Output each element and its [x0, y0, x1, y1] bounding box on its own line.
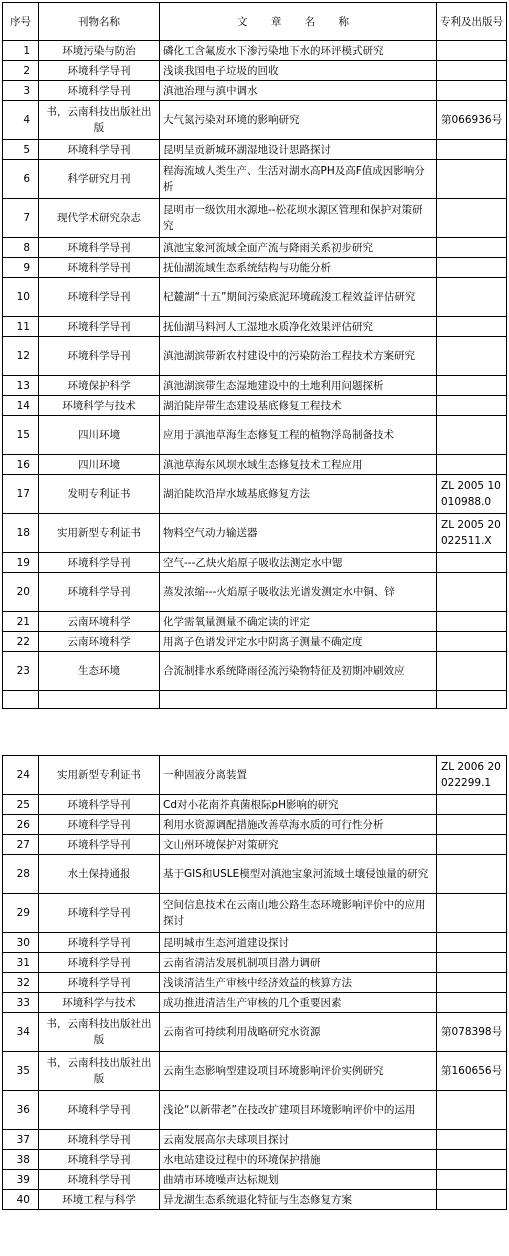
- serial-number-cell: 39: [3, 1170, 39, 1190]
- serial-number-cell: 11: [3, 317, 39, 337]
- table-row: [3, 632, 507, 652]
- journal-name-cell: 生态环境: [39, 652, 160, 691]
- patent-number-cell: [437, 855, 507, 894]
- patent-number-cell: [437, 317, 507, 337]
- serial-number-cell: 24: [3, 756, 39, 795]
- patent-number-cell: [437, 553, 507, 573]
- table-row: [3, 278, 507, 317]
- article-title-cell: Cd对小花南芥真菌根际pH影响的研究: [160, 795, 437, 815]
- patent-number-cell: [437, 815, 507, 835]
- patent-number-cell: [437, 953, 507, 973]
- article-title-cell: 滇池治理与滇中调水: [160, 81, 437, 101]
- patent-number-cell: [437, 238, 507, 258]
- article-title-cell: 抚仙湖流域生态系统结构与功能分析: [160, 258, 437, 278]
- article-title-cell: 合流制排水系统降雨径流污染物特征及初期冲刷效应: [160, 652, 437, 691]
- article-title-cell: 滇池宝象河流域全面产流与降雨关系初步研究: [160, 238, 437, 258]
- journal-name-cell: 云南环境科学: [39, 612, 160, 632]
- serial-number-cell: 27: [3, 835, 39, 855]
- patent-number-cell: [437, 416, 507, 455]
- patent-number-cell: [437, 652, 507, 691]
- serial-number-cell: 30: [3, 933, 39, 953]
- serial-number-cell: 33: [3, 993, 39, 1013]
- serial-number-cell: 28: [3, 855, 39, 894]
- table-row: [3, 140, 507, 160]
- patent-number-cell: [437, 337, 507, 376]
- journal-name-cell: 环境科学导刊: [39, 81, 160, 101]
- patent-number-cell: [437, 61, 507, 81]
- article-title-cell: 昆明市一级饮用水源地--松花坝水源区管理和保护对策研究: [160, 199, 437, 238]
- table-row: [3, 81, 507, 101]
- table-row: [3, 953, 507, 973]
- journal-name-cell: 环境科学导刊: [39, 140, 160, 160]
- table-row: [3, 652, 507, 691]
- blank-cell: [39, 691, 160, 709]
- journal-name-cell: 实用新型专利证书: [39, 514, 160, 553]
- journal-name-cell: 环境科学导刊: [39, 1170, 160, 1190]
- patent-number-cell: [437, 1150, 507, 1170]
- journal-name-cell: 环境科学与技术: [39, 396, 160, 416]
- journal-name-cell: 四川环境: [39, 455, 160, 475]
- journal-name-cell: 环境科学导刊: [39, 317, 160, 337]
- patent-number-cell: [437, 396, 507, 416]
- table-row: [3, 514, 507, 553]
- serial-number-cell: 10: [3, 278, 39, 317]
- table-row: [3, 238, 507, 258]
- article-title-cell: 磷化工含氟废水下渗污染地下水的环评模式研究: [160, 41, 437, 61]
- patent-number-cell: [437, 835, 507, 855]
- publication-table-part2: [2, 755, 507, 1210]
- table-row: [3, 337, 507, 376]
- article-title-cell: 应用于滇池草海生态修复工程的植物浮岛制备技术: [160, 416, 437, 455]
- table-row: [3, 1170, 507, 1190]
- serial-number-cell: 13: [3, 376, 39, 396]
- patent-number-cell: [437, 573, 507, 612]
- serial-number-cell: 6: [3, 160, 39, 199]
- article-title-cell: 云南发展高尔夫球项目探讨: [160, 1130, 437, 1150]
- table-row: [3, 258, 507, 278]
- patent-number-cell: [437, 632, 507, 652]
- article-title-cell: 文山州环境保护对策研究: [160, 835, 437, 855]
- journal-name-cell: 环境科学导刊: [39, 61, 160, 81]
- blank-cell: [3, 691, 39, 709]
- serial-number-cell: 4: [3, 101, 39, 140]
- article-title-cell: 云南省清洁发展机制项目潜力调研: [160, 953, 437, 973]
- table-header-row: [3, 3, 507, 41]
- serial-number-cell: 19: [3, 553, 39, 573]
- header-patent-number: 专利及出版号: [437, 3, 507, 41]
- journal-name-cell: 实用新型专利证书: [39, 756, 160, 795]
- journal-name-cell: 书，云南科技出版社出版: [39, 1013, 160, 1052]
- article-title-cell: 云南省可持续利用战略研究水资源: [160, 1013, 437, 1052]
- article-title-cell: 基于GIS和USLE模型对滇池宝象河流域土壤侵蚀量的研究: [160, 855, 437, 894]
- serial-number-cell: 31: [3, 953, 39, 973]
- journal-name-cell: 环境工程与科学: [39, 1190, 160, 1210]
- table-row: [3, 1052, 507, 1091]
- publication-table-part1: [2, 2, 507, 709]
- blank-cell: [160, 691, 437, 709]
- table-row: [3, 993, 507, 1013]
- patent-number-cell: [437, 973, 507, 993]
- serial-number-cell: 5: [3, 140, 39, 160]
- article-title-cell: 大气氮污染对环境的影响研究: [160, 101, 437, 140]
- patent-number-cell: 第160656号: [437, 1052, 507, 1091]
- serial-number-cell: 7: [3, 199, 39, 238]
- serial-number-cell: 3: [3, 81, 39, 101]
- journal-name-cell: 环境科学导刊: [39, 933, 160, 953]
- table-row: [3, 573, 507, 612]
- article-title-cell: 浅谈我国电子垃圾的回收: [160, 61, 437, 81]
- serial-number-cell: 37: [3, 1130, 39, 1150]
- article-title-cell: 空气---乙炔火焰原子吸收法测定水中锶: [160, 553, 437, 573]
- journal-name-cell: 书，云南科技出版社出版: [39, 101, 160, 140]
- table-row: [3, 1013, 507, 1052]
- article-title-cell: 杞麓湖“十五”期间污染底泥环境疏浚工程效益评估研究: [160, 278, 437, 317]
- table-row: [3, 756, 507, 795]
- article-title-cell: 利用水资源调配措施改善草海水质的可行性分析: [160, 815, 437, 835]
- blank-cell: [437, 691, 507, 709]
- table-row: [3, 396, 507, 416]
- journal-name-cell: 云南环境科学: [39, 632, 160, 652]
- patent-number-cell: [437, 993, 507, 1013]
- article-title-cell: 云南生态影响型建设项目环境影响评价实例研究: [160, 1052, 437, 1091]
- patent-number-cell: [437, 140, 507, 160]
- serial-number-cell: 36: [3, 1091, 39, 1130]
- serial-number-cell: 14: [3, 396, 39, 416]
- header-journal-name: 刊物名称: [39, 3, 160, 41]
- article-title-cell: 蒸发浓缩---火焰原子吸收法光谱发测定水中铜、锌: [160, 573, 437, 612]
- journal-name-cell: 环境保护科学: [39, 376, 160, 396]
- journal-name-cell: 科学研究月刊: [39, 160, 160, 199]
- patent-number-cell: 第078398号: [437, 1013, 507, 1052]
- header-article-title: 文 章 名 称: [160, 3, 437, 41]
- article-title-cell: 化学需氧量测量不确定读的评定: [160, 612, 437, 632]
- patent-number-cell: [437, 894, 507, 933]
- table-row: [3, 376, 507, 396]
- table-row: [3, 61, 507, 81]
- article-title-cell: 程海流域人类生产、生活对湖水高PH及高F值成因影响分析: [160, 160, 437, 199]
- serial-number-cell: 34: [3, 1013, 39, 1052]
- serial-number-cell: 26: [3, 815, 39, 835]
- article-title-cell: 昆明城市生态河道建设探讨: [160, 933, 437, 953]
- patent-number-cell: ZL 2006 20022299.1: [437, 756, 507, 795]
- article-title-cell: 物料空气动力输送器: [160, 514, 437, 553]
- patent-number-cell: [437, 258, 507, 278]
- table-row: [3, 317, 507, 337]
- serial-number-cell: 25: [3, 795, 39, 815]
- patent-number-cell: [437, 81, 507, 101]
- patent-number-cell: [437, 1130, 507, 1150]
- patent-number-cell: [437, 376, 507, 396]
- journal-name-cell: 环境科学导刊: [39, 258, 160, 278]
- serial-number-cell: 35: [3, 1052, 39, 1091]
- serial-number-cell: 22: [3, 632, 39, 652]
- serial-number-cell: 16: [3, 455, 39, 475]
- patent-number-cell: [437, 795, 507, 815]
- article-title-cell: 滇池湖滨带新农村建设中的污染防治工程技术方案研究: [160, 337, 437, 376]
- patent-number-cell: [437, 278, 507, 317]
- journal-name-cell: 发明专利证书: [39, 475, 160, 514]
- table-row: [3, 973, 507, 993]
- serial-number-cell: 38: [3, 1150, 39, 1170]
- patent-number-cell: ZL 2005 20022511.X: [437, 514, 507, 553]
- table-row: [3, 612, 507, 632]
- table-row: [3, 101, 507, 140]
- article-title-cell: 昆明呈贡新城环湖湿地设计思路探讨: [160, 140, 437, 160]
- journal-name-cell: 环境污染与防治: [39, 41, 160, 61]
- table-row: [3, 199, 507, 238]
- table-row: [3, 933, 507, 953]
- journal-name-cell: 环境科学导刊: [39, 835, 160, 855]
- article-title-cell: 抚仙湖马料河人工湿地水质净化效果评估研究: [160, 317, 437, 337]
- article-title-cell: 用离子色谱发评定水中阴离子测量不确定度: [160, 632, 437, 652]
- table-row: [3, 835, 507, 855]
- article-title-cell: 成功推进清洁生产审核的几个重要因素: [160, 993, 437, 1013]
- journal-name-cell: 环境科学导刊: [39, 1150, 160, 1170]
- patent-number-cell: [437, 1190, 507, 1210]
- table-row: [3, 455, 507, 475]
- table-row: [3, 160, 507, 199]
- journal-name-cell: 水土保持通报: [39, 855, 160, 894]
- journal-name-cell: 环境科学导刊: [39, 795, 160, 815]
- article-title-cell: 水电站建设过程中的环境保护措施: [160, 1150, 437, 1170]
- serial-number-cell: 18: [3, 514, 39, 553]
- article-title-cell: 曲靖市环境噪声达标规划: [160, 1170, 437, 1190]
- serial-number-cell: 29: [3, 894, 39, 933]
- serial-number-cell: 21: [3, 612, 39, 632]
- journal-name-cell: 四川环境: [39, 416, 160, 455]
- table-row: [3, 815, 507, 835]
- table-row: [3, 553, 507, 573]
- journal-name-cell: 书，云南科技出版社出版: [39, 1052, 160, 1091]
- patent-number-cell: [437, 612, 507, 632]
- patent-number-cell: 第066936号: [437, 101, 507, 140]
- serial-number-cell: 17: [3, 475, 39, 514]
- patent-number-cell: [437, 933, 507, 953]
- journal-name-cell: 现代学术研究杂志: [39, 199, 160, 238]
- patent-number-cell: [437, 455, 507, 475]
- serial-number-cell: 15: [3, 416, 39, 455]
- journal-name-cell: 环境科学导刊: [39, 953, 160, 973]
- serial-number-cell: 1: [3, 41, 39, 61]
- patent-number-cell: ZL 2005 10010988.0: [437, 475, 507, 514]
- patent-number-cell: [437, 160, 507, 199]
- patent-number-cell: [437, 1091, 507, 1130]
- table-row: [3, 894, 507, 933]
- journal-name-cell: 环境科学导刊: [39, 1091, 160, 1130]
- table-row: [3, 795, 507, 815]
- journal-name-cell: 环境科学导刊: [39, 238, 160, 258]
- header-serial-number: 序号: [3, 3, 39, 41]
- journal-name-cell: 环境科学导刊: [39, 815, 160, 835]
- article-title-cell: 空间信息技术在云南山地公路生态环境影响评价中的应用探讨: [160, 894, 437, 933]
- article-title-cell: 滇池草海东风坝水域生态修复技术工程应用: [160, 455, 437, 475]
- article-title-cell: 湖泊陡岸带生态建设基底修复工程技术: [160, 396, 437, 416]
- journal-name-cell: 环境科学导刊: [39, 278, 160, 317]
- serial-number-cell: 23: [3, 652, 39, 691]
- article-title-cell: 浅论“以新带老”在技改扩建项目环境影响评价中的运用: [160, 1091, 437, 1130]
- serial-number-cell: 20: [3, 573, 39, 612]
- article-title-cell: 湖泊陡坎沿岸水域基底修复方法: [160, 475, 437, 514]
- journal-name-cell: 环境科学导刊: [39, 337, 160, 376]
- journal-name-cell: 环境科学导刊: [39, 973, 160, 993]
- table-row-blank: [3, 691, 507, 709]
- table-row: [3, 855, 507, 894]
- serial-number-cell: 2: [3, 61, 39, 81]
- table-row: [3, 416, 507, 455]
- serial-number-cell: 32: [3, 973, 39, 993]
- table-row: [3, 1150, 507, 1170]
- table-row: [3, 1091, 507, 1130]
- patent-number-cell: [437, 199, 507, 238]
- article-title-cell: 异龙湖生态系统退化特征与生态修复方案: [160, 1190, 437, 1210]
- serial-number-cell: 9: [3, 258, 39, 278]
- patent-number-cell: [437, 1170, 507, 1190]
- article-title-cell: 浅谈清洁生产审核中经济效益的核算方法: [160, 973, 437, 993]
- journal-name-cell: 环境科学导刊: [39, 573, 160, 612]
- table-row: [3, 1190, 507, 1210]
- patent-number-cell: [437, 41, 507, 61]
- serial-number-cell: 8: [3, 238, 39, 258]
- journal-name-cell: 环境科学与技术: [39, 993, 160, 1013]
- article-title-cell: 一种固液分离装置: [160, 756, 437, 795]
- journal-name-cell: 环境科学导刊: [39, 1130, 160, 1150]
- journal-name-cell: 环境科学导刊: [39, 894, 160, 933]
- serial-number-cell: 40: [3, 1190, 39, 1210]
- article-title-cell: 滇池湖滨带生态湿地建设中的土地利用问题探析: [160, 376, 437, 396]
- table-row: [3, 41, 507, 61]
- table-row: [3, 475, 507, 514]
- serial-number-cell: 12: [3, 337, 39, 376]
- journal-name-cell: 环境科学导刊: [39, 553, 160, 573]
- table-row: [3, 1130, 507, 1150]
